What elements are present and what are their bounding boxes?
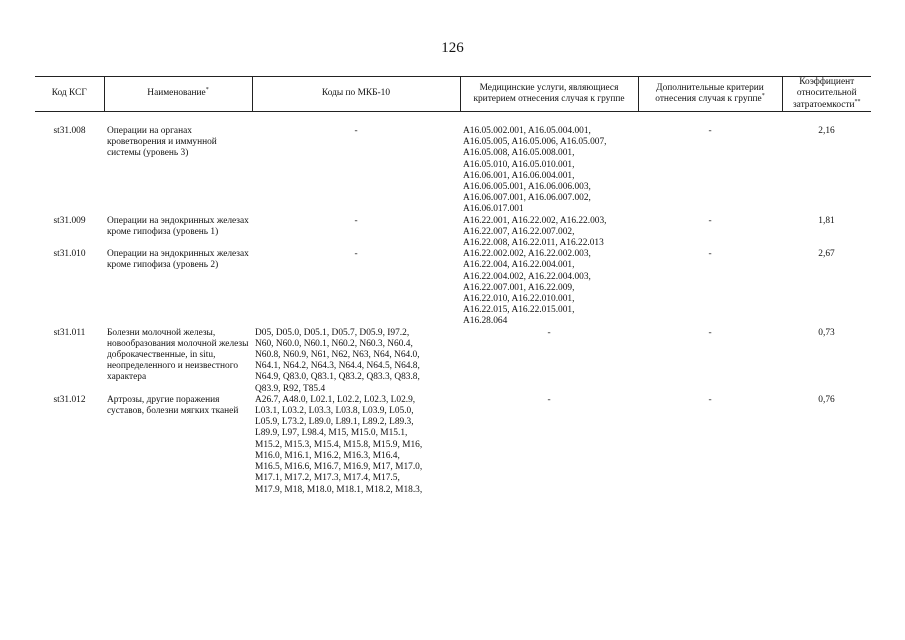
row-code: st31.012 [53, 394, 86, 405]
header-mkb: Коды по МКБ-10 [252, 77, 460, 112]
row-name: Операции на эндокринных железах кроме гипофиза (уровень 1) [107, 215, 249, 237]
row-code: st31.011 [53, 327, 86, 338]
row-coef: 2,67 [818, 249, 835, 260]
row-extra: - [708, 327, 712, 338]
row-services: - [547, 327, 551, 338]
row-coef: 1,81 [818, 215, 835, 226]
row-extra: - [708, 215, 712, 226]
header-extra: Дополнительные критерии отнесения случая к группе* [638, 77, 782, 112]
row-name: Операции на эндокринных железах кроме гипофиза (уровень 2) [107, 249, 249, 271]
table-header-row [35, 77, 871, 112]
row-name: Болезни молочной железы, новообразования молочной железы доброкачественные, in situ, неопределенного и неизвестного характера [107, 327, 249, 383]
row-mkb: A26.7, A48.0, L02.1, L02.2, L02.3, L02.9, L03.1, L03.2, L03.3, L03.8, L03.9, L05.0, L05.9, L73.2, L89.0, L89.1, L89.2, L89.3, L89.9, L97, L98.4, M15, M15.0, M15.1, M15.2, M15.3, M15.4, M15.8, M15.9, M16, M16.0, M16.1, M16.2, M16.3, M16.4, M16.5, M16.6, M16.7, M16.9, M17, M17.0, M17.1, M17.2, M17.3, M17.4, M17.5, M17.9, M18, M18.0, M18.1, M18.2, M18.3, [255, 394, 423, 495]
row-coef: 2,16 [818, 126, 835, 136]
table-row [35, 395, 871, 496]
table-row [35, 126, 871, 216]
header-code: Код КСГ [35, 77, 104, 112]
row-code: st31.008 [53, 126, 86, 136]
page-number: 126 [441, 40, 464, 56]
row-name: Артрозы, другие поражения суставов, болезни мягких тканей [107, 394, 239, 417]
row-extra: - [708, 126, 712, 136]
row-code: st31.009 [53, 215, 86, 226]
row-name: Операции на органах кроветворения и иммунной системы (уровень 3) [107, 126, 217, 159]
row-coef: 0,76 [818, 394, 835, 405]
row-extra: - [708, 394, 712, 405]
row-services: A16.05.002.001, A16.05.004.001, A16.05.005, A16.05.006, A16.05.007, A16.05.008, A16.05.008.001, A16.05.010, A16.05.010.001, A16.06.001, A16.06.004.001, A16.06.005.001, A16.06.006.003, A16.06.007.001, A16.06.007.002, A16.06.017.001 [463, 126, 607, 215]
header-name: Наименование* [104, 77, 252, 112]
row-coef: 0,73 [818, 327, 835, 338]
row-services: - [547, 394, 551, 405]
row-mkb: - [354, 215, 358, 226]
table-row [35, 249, 871, 327]
row-services: A16.22.002.002, A16.22.002.003, A16.22.004, A16.22.004.001, A16.22.004.002, A16.22.004.003, A16.22.007.001, A16.22.009, A16.22.010, A16.22.010.001, A16.22.015, A16.22.015.001, A16.28.064 [463, 249, 591, 327]
row-mkb: D05, D05.0, D05.1, D05.7, D05.9, I97.2, N60, N60.0, N60.1, N60.2, N60.3, N60.4, N60.8, N60.9, N61, N62, N63, N64, N64.0, N64.1, N64.2, N64.3, N64.4, N64.5, N64.8, N64.9, Q83.0, Q83.1, Q83.2, Q83.3, Q83.8, Q83.9, R92, T85.4 [255, 327, 420, 394]
row-mkb: - [354, 249, 358, 260]
row-mkb: - [354, 126, 358, 136]
ksg-table [35, 76, 871, 496]
header-services: Медицинские услуги, являющиеся критерием отнесения случая к группе [460, 77, 638, 112]
header-coef: Коэффициент относительной затратоемкости** [782, 77, 871, 112]
table-row [35, 216, 871, 250]
table-row [35, 328, 871, 395]
row-services: A16.22.001, A16.22.002, A16.22.003, A16.22.007, A16.22.007.002, A16.22.008, A16.22.011, A16.22.013 [463, 215, 607, 249]
row-code: st31.010 [53, 249, 86, 260]
row-extra: - [708, 249, 712, 260]
